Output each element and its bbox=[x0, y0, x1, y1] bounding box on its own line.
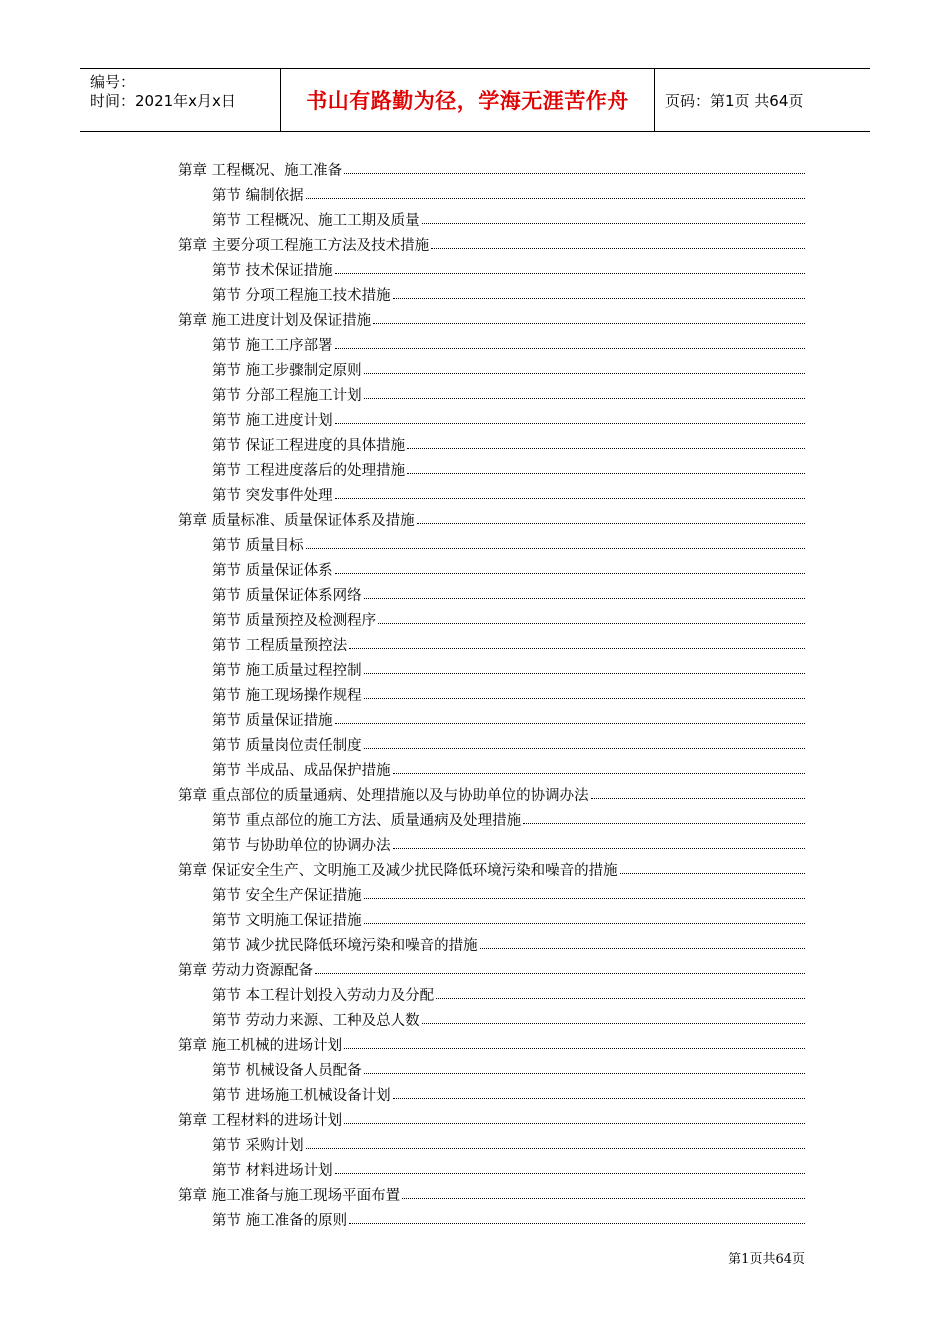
toc-dot-leader bbox=[349, 648, 805, 649]
toc-section-entry[interactable] bbox=[178, 1205, 805, 1230]
toc-entry-title: 第节 质量目标 bbox=[212, 538, 304, 554]
toc-dot-leader bbox=[393, 298, 805, 299]
table-of-contents bbox=[178, 155, 805, 1230]
toc-dot-leader bbox=[364, 673, 805, 674]
toc-dot-leader bbox=[422, 223, 805, 224]
toc-entry-title: 第节 减少扰民降低环境污染和噪音的措施 bbox=[212, 938, 478, 954]
toc-chapter-entry[interactable] bbox=[178, 1180, 805, 1205]
toc-chapter-entry[interactable] bbox=[178, 855, 805, 880]
toc-entry-title: 第节 重点部位的施工方法、质量通病及处理措施 bbox=[212, 813, 522, 829]
toc-section-entry[interactable] bbox=[178, 205, 805, 230]
toc-dot-leader bbox=[364, 373, 805, 374]
toc-section-entry[interactable] bbox=[178, 1130, 805, 1155]
toc-dot-leader bbox=[417, 523, 805, 524]
toc-dot-leader bbox=[364, 898, 805, 899]
toc-entry-title: 第章 保证安全生产、文明施工及减少扰民降低环境污染和噪音的措施 bbox=[178, 863, 618, 879]
toc-entry-title: 第节 文明施工保证措施 bbox=[212, 913, 362, 929]
toc-entry-title: 第节 进场施工机械设备计划 bbox=[212, 1088, 391, 1104]
toc-dot-leader bbox=[480, 948, 805, 949]
toc-section-entry[interactable] bbox=[178, 680, 805, 705]
number-label: 编号： bbox=[90, 73, 136, 91]
toc-dot-leader bbox=[335, 498, 805, 499]
toc-section-entry[interactable] bbox=[178, 180, 805, 205]
toc-dot-leader bbox=[422, 1023, 805, 1024]
time-label: 时间：2021年x月x日 bbox=[90, 92, 236, 110]
toc-chapter-entry[interactable] bbox=[178, 780, 805, 805]
toc-section-entry[interactable] bbox=[178, 430, 805, 455]
toc-dot-leader bbox=[393, 848, 805, 849]
toc-dot-leader bbox=[344, 173, 805, 174]
page-header bbox=[80, 68, 870, 132]
toc-dot-leader bbox=[335, 1173, 805, 1174]
toc-entry-title: 第节 材料进场计划 bbox=[212, 1163, 333, 1179]
toc-dot-leader bbox=[436, 998, 805, 999]
toc-dot-leader bbox=[306, 548, 805, 549]
toc-section-entry[interactable] bbox=[178, 580, 805, 605]
toc-entry-title: 第章 施工准备与施工现场平面布置 bbox=[178, 1188, 401, 1204]
toc-entry-title: 第章 质量标准、质量保证体系及措施 bbox=[178, 513, 415, 529]
header-page-label: 页码：第1页 共64页 bbox=[665, 91, 804, 110]
toc-entry-title: 第节 与协助单位的协调办法 bbox=[212, 838, 391, 854]
toc-chapter-entry[interactable] bbox=[178, 1105, 805, 1130]
toc-section-entry[interactable] bbox=[178, 1055, 805, 1080]
toc-section-entry[interactable] bbox=[178, 1080, 805, 1105]
toc-section-entry[interactable] bbox=[178, 455, 805, 480]
toc-section-entry[interactable] bbox=[178, 655, 805, 680]
toc-entry-title: 第节 质量预控及检测程序 bbox=[212, 613, 377, 629]
toc-chapter-entry[interactable] bbox=[178, 1030, 805, 1055]
toc-dot-leader bbox=[364, 923, 805, 924]
toc-dot-leader bbox=[364, 748, 805, 749]
toc-dot-leader bbox=[335, 423, 805, 424]
toc-entry-title: 第节 本工程计划投入劳动力及分配 bbox=[212, 988, 435, 1004]
toc-entry-title: 第节 质量岗位责任制度 bbox=[212, 738, 362, 754]
toc-section-entry[interactable] bbox=[178, 980, 805, 1005]
toc-entry-title: 第节 质量保证体系 bbox=[212, 563, 333, 579]
toc-section-entry[interactable] bbox=[178, 905, 805, 930]
toc-section-entry[interactable] bbox=[178, 330, 805, 355]
toc-dot-leader bbox=[335, 348, 805, 349]
toc-entry-title: 第节 机械设备人员配备 bbox=[212, 1063, 362, 1079]
toc-dot-leader bbox=[407, 473, 805, 474]
toc-dot-leader bbox=[306, 1148, 805, 1149]
toc-chapter-entry[interactable] bbox=[178, 955, 805, 980]
toc-dot-leader bbox=[306, 198, 805, 199]
toc-entry-title: 第节 施工进度计划 bbox=[212, 413, 333, 429]
toc-dot-leader bbox=[393, 773, 805, 774]
toc-dot-leader bbox=[344, 1123, 805, 1124]
toc-entry-title: 第节 施工现场操作规程 bbox=[212, 688, 362, 704]
toc-dot-leader bbox=[620, 873, 805, 874]
toc-entry-title: 第节 施工质量过程控制 bbox=[212, 663, 362, 679]
toc-dot-leader bbox=[364, 1073, 805, 1074]
toc-entry-title: 第章 工程概况、施工准备 bbox=[178, 163, 343, 179]
toc-entry-title: 第节 施工工序部署 bbox=[212, 338, 333, 354]
toc-entry-title: 第章 主要分项工程施工方法及技术措施 bbox=[178, 238, 430, 254]
toc-dot-leader bbox=[523, 823, 805, 824]
toc-section-entry[interactable] bbox=[178, 755, 805, 780]
toc-entry-title: 第章 劳动力资源配备 bbox=[178, 963, 314, 979]
toc-entry-title: 第节 质量保证措施 bbox=[212, 713, 333, 729]
toc-entry-title: 第节 工程概况、施工工期及质量 bbox=[212, 213, 420, 229]
toc-entry-title: 第节 半成品、成品保护措施 bbox=[212, 763, 391, 779]
toc-section-entry[interactable] bbox=[178, 705, 805, 730]
toc-dot-leader bbox=[344, 1048, 805, 1049]
toc-entry-title: 第节 保证工程进度的具体措施 bbox=[212, 438, 406, 454]
toc-section-entry[interactable] bbox=[178, 255, 805, 280]
toc-dot-leader bbox=[335, 723, 805, 724]
toc-chapter-entry[interactable] bbox=[178, 230, 805, 255]
toc-section-entry[interactable] bbox=[178, 555, 805, 580]
toc-section-entry[interactable] bbox=[178, 930, 805, 955]
toc-entry-title: 第章 重点部位的质量通病、处理措施以及与协助单位的协调办法 bbox=[178, 788, 589, 804]
footer-page-number: 第1页共64页 bbox=[728, 1252, 805, 1267]
toc-entry-title: 第节 施工准备的原则 bbox=[212, 1213, 348, 1229]
toc-entry-title: 第章 工程材料的进场计划 bbox=[178, 1113, 343, 1129]
toc-dot-leader bbox=[364, 698, 805, 699]
header-motto: 书山有路勤为径，学海无涯苦作舟 bbox=[281, 69, 655, 131]
toc-entry-title: 第章 施工机械的进场计划 bbox=[178, 1038, 343, 1054]
toc-entry-title: 第节 劳动力来源、工种及总人数 bbox=[212, 1013, 420, 1029]
toc-chapter-entry[interactable] bbox=[178, 505, 805, 530]
toc-entry-title: 第节 采购计划 bbox=[212, 1138, 304, 1154]
toc-section-entry[interactable] bbox=[178, 605, 805, 630]
toc-dot-leader bbox=[335, 573, 805, 574]
toc-chapter-entry[interactable] bbox=[178, 155, 805, 180]
toc-entry-title: 第节 施工步骤制定原则 bbox=[212, 363, 362, 379]
toc-section-entry[interactable] bbox=[178, 630, 805, 655]
toc-entry-title: 第节 工程进度落后的处理措施 bbox=[212, 463, 406, 479]
toc-dot-leader bbox=[393, 1098, 805, 1099]
toc-entry-title: 第节 安全生产保证措施 bbox=[212, 888, 362, 904]
toc-entry-title: 第节 分项工程施工技术措施 bbox=[212, 288, 391, 304]
toc-dot-leader bbox=[349, 1223, 805, 1224]
toc-section-entry[interactable] bbox=[178, 280, 805, 305]
toc-section-entry[interactable] bbox=[178, 480, 805, 505]
toc-section-entry[interactable] bbox=[178, 730, 805, 755]
toc-dot-leader bbox=[373, 323, 805, 324]
toc-entry-title: 第节 质量保证体系网络 bbox=[212, 588, 362, 604]
toc-entry-title: 第节 技术保证措施 bbox=[212, 263, 333, 279]
toc-dot-leader bbox=[402, 1198, 805, 1199]
toc-section-entry[interactable] bbox=[178, 805, 805, 830]
toc-section-entry[interactable] bbox=[178, 405, 805, 430]
toc-dot-leader bbox=[378, 623, 805, 624]
toc-chapter-entry[interactable] bbox=[178, 305, 805, 330]
toc-dot-leader bbox=[315, 973, 805, 974]
toc-dot-leader bbox=[591, 798, 805, 799]
toc-section-entry[interactable] bbox=[178, 1155, 805, 1180]
toc-dot-leader bbox=[364, 598, 805, 599]
toc-section-entry[interactable] bbox=[178, 355, 805, 380]
toc-entry-title: 第节 工程质量预控法 bbox=[212, 638, 348, 654]
toc-entry-title: 第节 编制依据 bbox=[212, 188, 304, 204]
toc-section-entry[interactable] bbox=[178, 530, 805, 555]
toc-entry-title: 第章 施工进度计划及保证措施 bbox=[178, 313, 372, 329]
toc-section-entry[interactable] bbox=[178, 380, 805, 405]
toc-dot-leader bbox=[431, 248, 805, 249]
toc-entry-title: 第节 突发事件处理 bbox=[212, 488, 333, 504]
toc-dot-leader bbox=[335, 273, 805, 274]
toc-section-entry[interactable] bbox=[178, 1005, 805, 1030]
header-meta bbox=[80, 69, 281, 131]
toc-section-entry[interactable] bbox=[178, 830, 805, 855]
toc-dot-leader bbox=[407, 448, 805, 449]
toc-dot-leader bbox=[364, 398, 805, 399]
toc-entry-title: 第节 分部工程施工计划 bbox=[212, 388, 362, 404]
toc-section-entry[interactable] bbox=[178, 880, 805, 905]
